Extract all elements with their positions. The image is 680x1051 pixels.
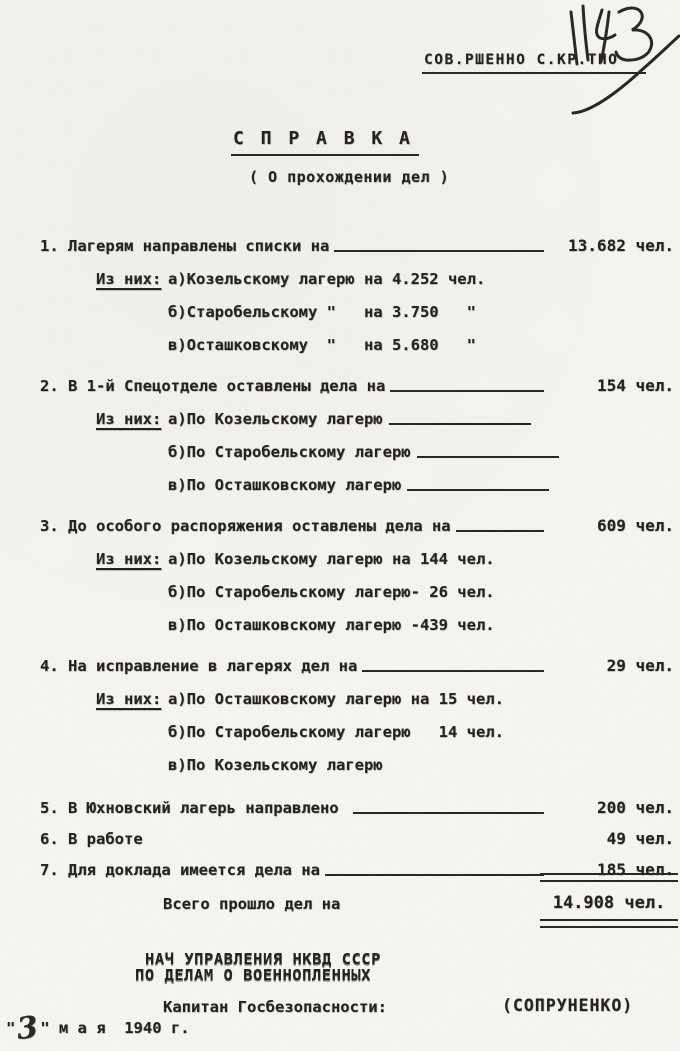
fill-line: [417, 454, 559, 458]
item-label: 7. Для доклада имеется дела на: [40, 861, 320, 879]
item-value: 29 чел.: [606, 656, 674, 675]
item-row: [40, 222, 674, 255]
sub-item-text: а)Козельскому лагерю на 4.252 чел.: [168, 270, 486, 288]
fill-line: [362, 668, 544, 672]
fill-line: [456, 528, 544, 532]
sub-item-row: [40, 601, 674, 634]
handwritten-day: 3: [15, 1010, 40, 1047]
sub-item-row: [40, 461, 674, 494]
item-row: [40, 642, 674, 675]
sub-item-prefix: Из них:: [96, 410, 162, 428]
signature-name: (СОПРУНЕНКО): [502, 996, 634, 1015]
item-group-3: [40, 502, 674, 634]
date-month-year: м а я 1940 г.: [49, 1019, 190, 1037]
item-row: [40, 362, 674, 395]
sub-item-text: а)По Козельскому лагерю на 144 чел.: [168, 550, 495, 568]
sub-item-prefix: Из них:: [96, 270, 162, 288]
document-subtitle: ( О прохождении дел ): [249, 168, 450, 186]
total-value: 14.908 чел.: [552, 893, 666, 913]
spacer: [148, 843, 544, 845]
double-rule-bottom: [540, 919, 678, 928]
double-rule-top: [540, 873, 678, 882]
item-row: [40, 786, 674, 817]
signature-rank: Капитан Госбезопасности:: [163, 998, 387, 1016]
item-value: 154 чел.: [596, 376, 674, 395]
fill-line: [389, 421, 531, 425]
item-value: 49 чел.: [606, 829, 674, 848]
handwritten-mark-icon: [520, 0, 680, 140]
sub-item-row: [40, 288, 674, 321]
item-group-2: [40, 362, 674, 494]
item-row: [40, 817, 674, 848]
sub-item-row: [40, 535, 674, 568]
sub-item-row: [40, 395, 674, 428]
sub-item-text: а)По Козельскому лагерю: [168, 410, 383, 428]
item-group-5-7: [40, 786, 674, 879]
sub-item-prefix: Из них:: [96, 550, 162, 568]
total-label: Всего прошло дел на: [163, 895, 341, 913]
sub-item-text: б)По Старобельскому лагерю: [168, 443, 411, 461]
sub-item-text: б)Старобельскому " на 3.750 ": [168, 303, 476, 321]
fill-line: [353, 810, 544, 814]
fill-line: [334, 248, 544, 252]
fill-line: [407, 487, 549, 491]
sub-item-text: в)По Осташковскому лагерю -439 чел.: [168, 616, 495, 634]
date-close-quote: ": [40, 1019, 50, 1037]
item-label: 4. На исправление в лагерях дел на: [40, 657, 358, 675]
item-group-4: [40, 642, 674, 774]
sub-item-text: а)По Осташковскому лагерю на 15 чел.: [168, 690, 504, 708]
sub-item-row: [40, 321, 674, 354]
item-value: 13.682 чел.: [568, 236, 674, 255]
sub-item-row: [40, 708, 674, 741]
sub-item-text: в)По Осташковскому лагерю: [168, 476, 402, 494]
item-label: 1. Лагерям направлены списки на: [40, 237, 330, 255]
date-line: [6, 1010, 190, 1047]
secrecy-stamp: СОВ.РШЕННО С.КР.ТНО: [424, 52, 619, 68]
sub-item-row: [40, 428, 674, 461]
item-label: 3. До особого распоряжения оставлены дела на: [40, 517, 451, 535]
sub-item-row: [40, 568, 674, 601]
item-group-1: [40, 222, 674, 354]
document-title: С П Р А В К А: [231, 128, 419, 156]
sub-item-text: в)Осташковскому " на 5.680 ": [168, 336, 476, 354]
sub-item-row: [40, 675, 674, 708]
signature-org-line-1: НАЧ УПРАВЛЕНИЯ НКВД СССР: [145, 950, 381, 968]
item-value: 200 чел.: [596, 798, 674, 817]
item-label: 5. В Юхновский лагерь направлено: [40, 799, 348, 817]
item-value: 609 чел.: [596, 516, 674, 535]
sub-item-prefix: Из них:: [96, 690, 162, 708]
signature-org-line-2: ПО ДЕЛАМ О ВОЕННОПЛЕННЫХ: [135, 966, 371, 984]
sub-item-row: [40, 255, 674, 288]
sub-item-text: б)По Старобельскому лагерю- 26 чел.: [168, 583, 495, 601]
item-label: 2. В 1-й Спецотделе оставлены дела на: [40, 377, 386, 395]
sub-item-text: б)По Старобельскому лагерю 14 чел.: [168, 723, 504, 741]
sub-item-text: в)По Козельскому лагерю: [168, 756, 383, 774]
item-label: 6. В работе: [40, 830, 143, 848]
fill-line: [325, 872, 544, 876]
sub-item-row: [40, 741, 674, 774]
item-row: [40, 502, 674, 535]
date-open-quote: ": [6, 1019, 16, 1037]
fill-line: [390, 388, 544, 392]
item-value: 185 чел.: [596, 860, 674, 879]
